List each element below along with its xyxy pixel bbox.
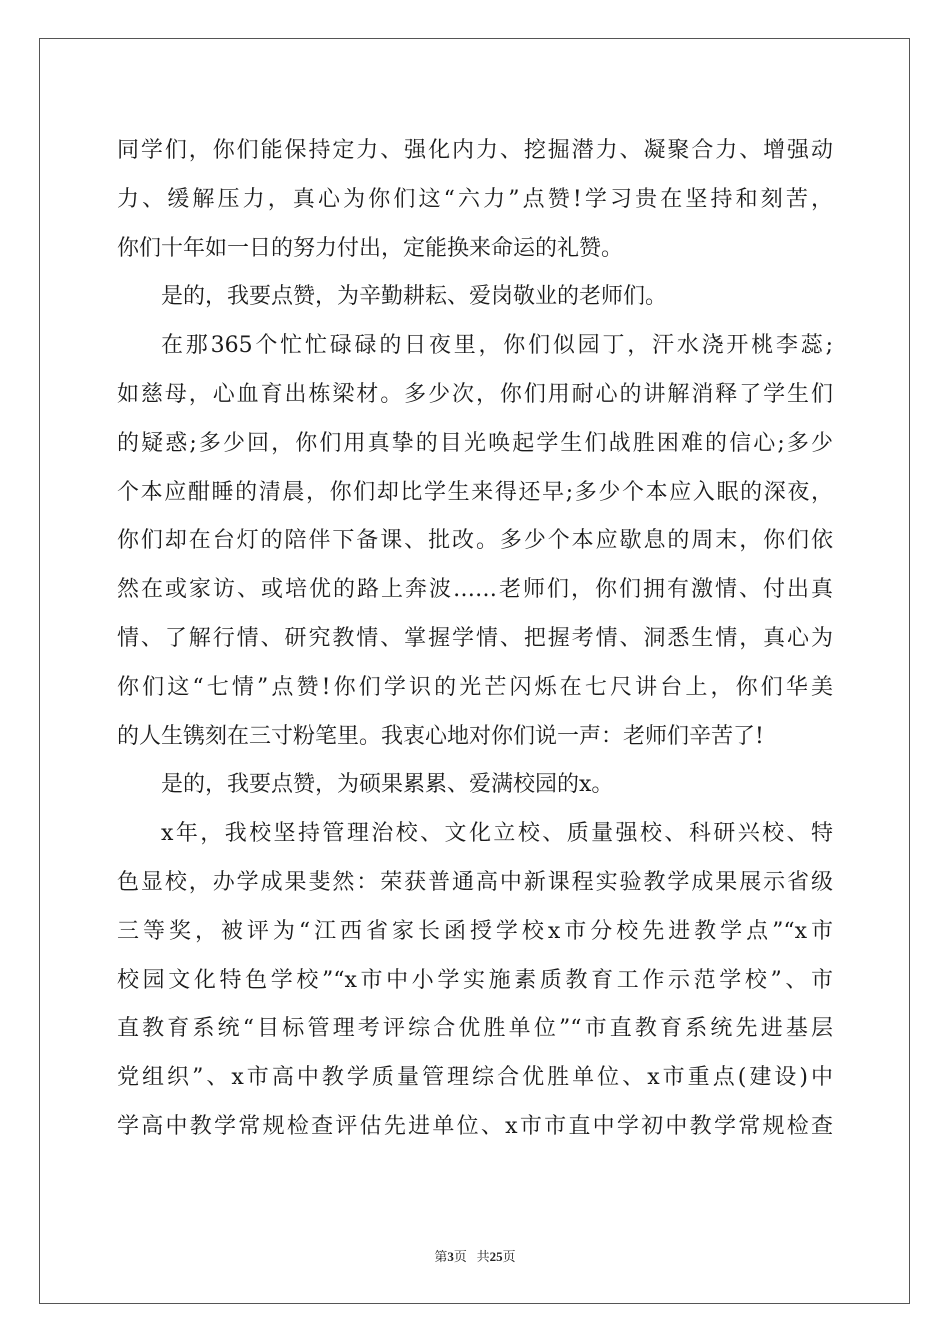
text-line: 学高中教学常规检查评估先进单位、x市市直中学初中教学常规检查 <box>117 1113 833 1139</box>
page-footer <box>0 1246 950 1265</box>
text-line: 直教育系统“目标管理考评综合优胜单位”“市直教育系统先进基层 <box>117 1016 833 1042</box>
text-line: 你们十年如一日的努力付出，定能换来命运的礼赞。 <box>117 235 624 261</box>
text-line: 的疑惑;多少回，你们用真挚的目光唤起学生们战胜困难的信心;多少 <box>117 430 833 456</box>
document-body <box>117 127 833 1152</box>
text-line: 党组织”、x市高中教学质量管理综合优胜单位、x市重点(建设)中 <box>117 1065 833 1091</box>
text-line: 色显校，办学成果斐然：荣获普通高中新课程实验教学成果展示省级 <box>117 869 833 895</box>
text-line: 的人生镌刻在三寸粉笔里。我衷心地对你们说一声：老师们辛苦了! <box>117 723 764 749</box>
text-line: 你们这“七情”点赞!你们学识的光芒闪烁在七尺讲台上，你们华美 <box>117 674 833 700</box>
footer-suffix: 页 <box>502 1249 516 1264</box>
text-line: 你们却在台灯的陪伴下备课、批改。多少个本应歇息的周末，你们依 <box>117 528 833 554</box>
current-page-number: 3 <box>447 1249 454 1264</box>
text-line: 力、缓解压力，真心为你们这“六力”点赞!学习贵在坚持和刻苦， <box>117 186 833 212</box>
paragraph-start-line: 是的，我要点赞，为辛勤耕耘、爱岗敬业的老师们。 <box>161 284 668 310</box>
text-line: 然在或家访、或培优的路上奔波……老师们，你们拥有激情、付出真 <box>117 577 833 603</box>
footer-mid: 页 共 <box>453 1249 490 1264</box>
text-line: 情、了解行情、研究教情、掌握学情、把握考情、洞悉生情，真心为 <box>117 625 833 651</box>
paragraph-start-line: 在那365个忙忙碌碌的日夜里，你们似园丁，汗水浇开桃李蕊; <box>161 333 833 359</box>
paragraph-start-line: x年，我校坚持管理治校、文化立校、质量强校、科研兴校、特 <box>161 821 833 847</box>
text-line: 同学们，你们能保持定力、强化内力、挖掘潜力、凝聚合力、增强动 <box>117 138 833 163</box>
text-line: 如慈母，心血育出栋梁材。多少次，你们用耐心的讲解消释了学生们 <box>117 381 833 407</box>
total-page-count: 25 <box>489 1249 503 1264</box>
text-line: 个本应酣睡的清晨，你们却比学生来得还早;多少个本应入眠的深夜， <box>117 479 833 505</box>
text-line: 三等奖，被评为“江西省家长函授学校x市分校先进教学点”“x市 <box>117 918 833 944</box>
text-line: 校园文化特色学校”“x市中小学实施素质教育工作示范学校”、市 <box>117 967 833 993</box>
footer-prefix: 第 <box>434 1249 448 1264</box>
paragraph-start-line: 是的，我要点赞，为硕果累累、爱满校园的x。 <box>161 772 614 798</box>
